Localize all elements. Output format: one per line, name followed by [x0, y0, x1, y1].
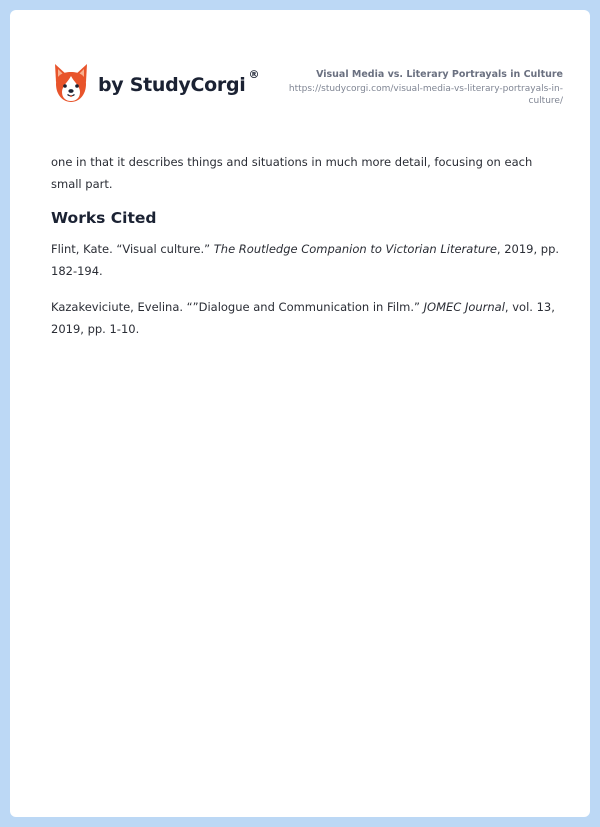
body-paragraph: one in that it describes things and situations in much more detail, focusing on each small part.: [51, 155, 533, 191]
citation-source-title: The Routledge Companion to Victorian Literature: [213, 242, 497, 256]
works-cited-heading: Works Cited: [51, 209, 157, 227]
document-page: [10, 10, 590, 817]
citation-text: Kazakeviciute, Evelina. “”Dialogue and Communication in Film.”: [51, 300, 424, 314]
corgi-icon: [52, 62, 90, 104]
citation-text: Flint, Kate. “Visual culture.”: [51, 242, 214, 256]
document-title: Visual Media vs. Literary Portrayals in Culture: [316, 69, 563, 80]
document-header-meta: [263, 68, 563, 107]
citation-entry: [51, 296, 561, 340]
citation-source-title: JOMEC Journal: [423, 300, 505, 314]
citation-text: , vol. 13, 2019, pp. 1-10.: [51, 300, 555, 336]
document-url[interactable]: https://studycorgi.com/visual-media-vs-literary-portrayals-in-culture/: [288, 84, 563, 106]
citation-entry: [51, 238, 561, 282]
document-content: [51, 151, 561, 354]
studycorgi-logo[interactable]: [52, 62, 259, 104]
brand-name: by StudyCorgi: [98, 73, 246, 96]
registered-mark: ®: [248, 67, 260, 81]
citation-text: , 2019, pp. 182-194.: [51, 242, 560, 278]
